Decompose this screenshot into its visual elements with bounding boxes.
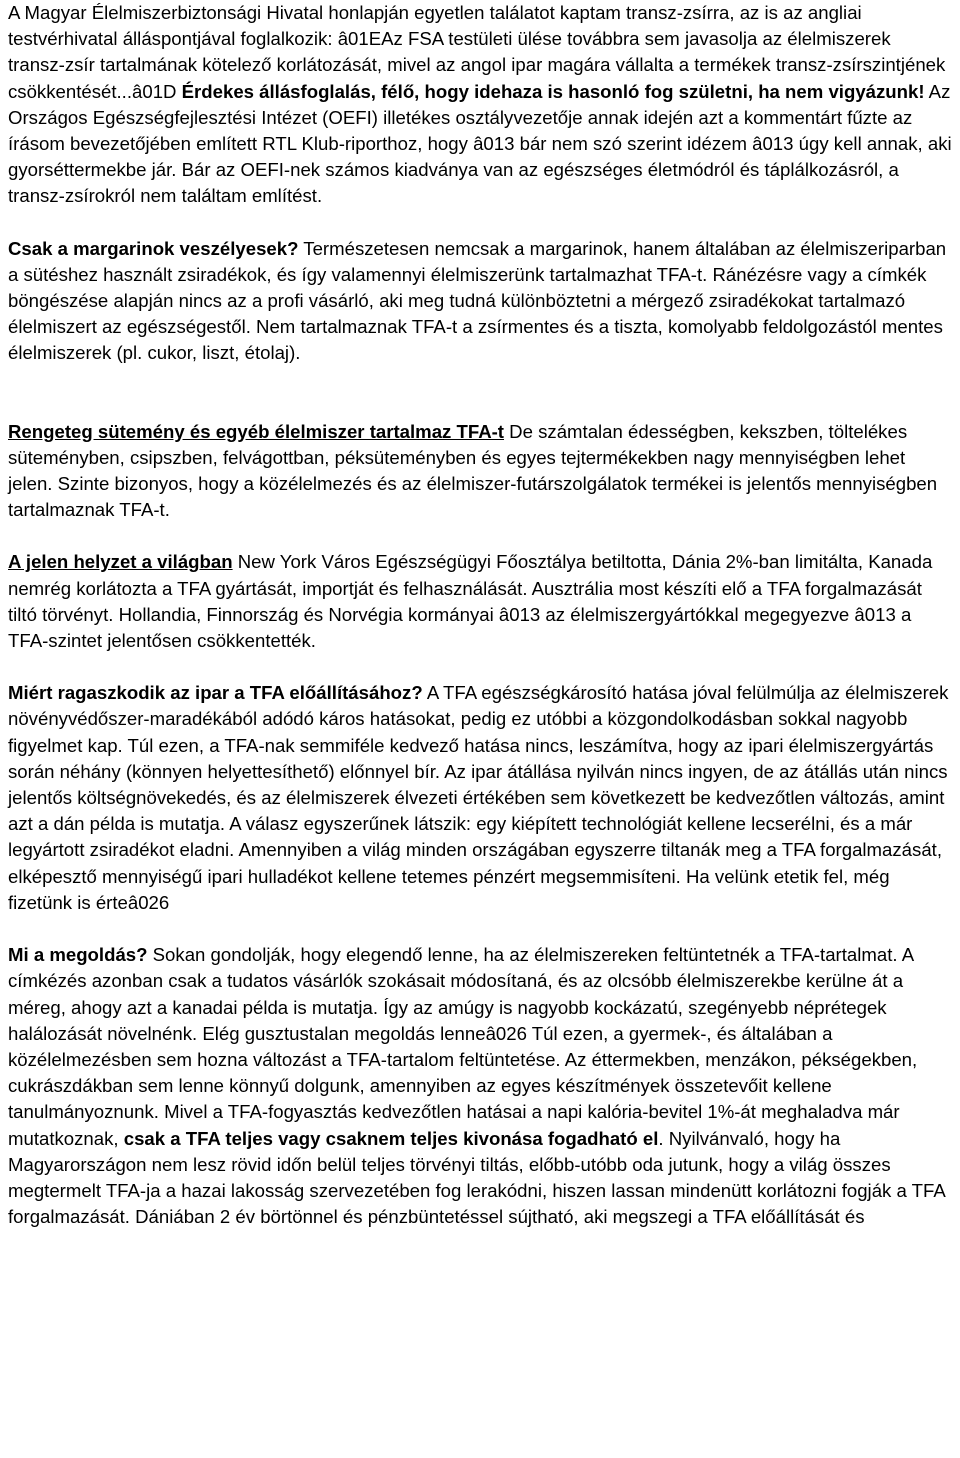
paragraph-solution-bold-text: csak a TFA teljes vagy csaknem teljes kivonása fogadható el [123, 1127, 659, 1149]
paragraph-intro [8, 0, 952, 210]
section-heading-world-situation: A jelen helyzet a világban [8, 551, 233, 573]
paragraph-pastries [8, 419, 952, 524]
paragraph-world-situation [8, 549, 952, 654]
paragraph-solution-text-continued: . Nyilvánvaló, hogy ha Magyarországon nem lesz rövid időn belül teljes törvényi tiltás, előbb-utóbb oda jutunk, hogy a világ összes megtermelt TFA-ja a hazai lakosság szervezetében fog lerakódni, hiszen lassan mindenütt korlátozni fogják a TFA forgalmazását. Dániában 2 év börtönnel és pénzbüntetéssel sújtható, aki megszegi a TFA előállítását és [8, 1127, 945, 1228]
paragraph-industry-text: A TFA egészségkárosító hatása jóval felülmúlja az élelmiszerek növényvédőszer-maradékából adódó káros hatásokat, pedig ez utóbbi a közgondolkodásban sokkal nagyobb figyelmet kap. Túl ezen, a TFA-nak semmiféle kedvező hatása nincs, leszámítva, hogy az ipari élelmiszergyártás során néhány (könnyen helyettesíthető) előnnyel bír. Az ipar átállása nyilván nincs ingyen, de az átállás után nincs jelentős költségnövekedés, és az élelmiszerek élvezeti értékében sem következett be kedvezőtlen változás, amint azt a dán példa is mutatja. A válasz egyszerűnek látszik: egy kiépített technológiát kellene lecserélni, és a már legyártott zsiradékot eladni. Amennyiben a világ minden országában egyszerre tiltanák meg a TFA forgalmazását, elképesztő mennyiségű ipari hulladékot kellene tetemes pénzért megsemmisíteni. Ha velünk etetik fel, még fizetünk is érteâ026 [8, 682, 949, 913]
intro-bold-text: Érdekes állásfoglalás, félő, hogy idehaza is hasonló fog születni, ha nem vigyázunk! [181, 80, 925, 102]
section-heading-margarine: Csak a margarinok veszélyesek? [8, 237, 299, 259]
intro-text-continued: Az Országos Egészségfejlesztési Intézet (OEFI) illetékes osztályvezetője annak idején azt a kommentárt fűzte az írásom bevezetőjében említett RTL Klub-riporthoz, hogy â013 bár nem szó szerint idézem â013 úgy kell annak, aki gyorséttermekbe jár. Bár az OEFI-nek számos kiadványa van az egészséges életmódról és táplálkozásról, a transz-zsírokról nem találtam említést. [8, 80, 952, 207]
paragraph-margarine [8, 236, 952, 367]
paragraph-margarine-text: Természetesen nemcsak a margarinok, hanem általában az élelmiszeriparban a sütéshez használt zsiradékok, és így valamennyi élelmiszerünk tartalmazhat TFA-t. Ránézésre vagy a címkék böngészése alapján nincs az a profi vásárló, aki meg tudná különböztetni a mérgező zsiradékokat tartalmazó élelmiszert az egészségestől. Nem tartalmaznak TFA-t a zsírmentes és a tiszta, komolyabb feldolgozástól mentes élelmiszerek (pl. cukor, liszt, étolaj). [8, 237, 947, 364]
intro-text: A Magyar Élelmiszerbiztonsági Hivatal honlapján egyetlen találatot kaptam transz-zsírra, az is az angliai testvérhivatal álláspontjával foglalkozik: â01EAz FSA testületi ülése továbbra sem javasolja az élelmiszerek transz-zsír tartalmának kötelező korlátozását, mivel az angol ipar magára vállalta a termékek transz-zsírszintjének csökkentését...â01D [8, 2, 946, 102]
paragraph-industry [8, 680, 952, 916]
section-heading-industry: Miért ragaszkodik az ipar a TFA előállításához? [8, 682, 423, 704]
paragraph-pastries-text: De számtalan édességben, kekszben, töltelékes süteményben, csipszben, felvágottban, péksüteményben és egyes tejtermékekben nagy mennyiségben lehet jelen. Szinte bizonyos, hogy a közélelmezés és az élelmiszer-futárszolgálatok termékei is jelentős mennyiségben tartalmaznak TFA-t. [8, 420, 938, 521]
paragraph-solution [8, 942, 952, 1230]
paragraph-solution-text: Sokan gondolják, hogy elegendő lenne, ha az élelmiszereken feltüntetnék a TFA-tartalmat. A címkézés azonban csak a tudatos vásárlók szokásait módosítaná, és az olcsóbb élelmiszerekbe kerülne át a méreg, ahogy azt a kanadai példa is mutatja. Így az amúgy is nagyobb kockázatú, szegényebb néprétegek halálozását növelnénk. Elég gusztustalan megoldás lenneâ026 Túl ezen, a gyermek-, és általában a közélelmezésben sem hozna változást a TFA-tartalom feltüntetése. Az éttermekben, menzákon, pékségekben, cukrászdákban sem lenne könnyű dolgunk, amennyiben az egyes készítmények összetevőit kellene tanulmányoznunk. Mivel a TFA-fogyasztás kedvezőtlen hatásai a napi kalória-bevitel 1%-át meghaladva már mutatkoznak, [8, 944, 918, 1149]
section-heading-solution: Mi a megoldás? [8, 944, 148, 966]
section-heading-pastries: Rengeteg sütemény és egyéb élelmiszer tartalmaz TFA-t [8, 420, 505, 442]
paragraph-world-situation-text: New York Város Egészségügyi Főosztálya betiltotta, Dánia 2%-ban limitálta, Kanada nemrég korlátozta a TFA gyártását, importját és felhasználását. Ausztrália most készíti elő a TFA forgalmazását tiltó törvényt. Hollandia, Finnország és Norvégia kormányai â013 az élelmiszergyártókkal megegyezve â013 a TFA-szintet jelentősen csökkentették. [8, 551, 933, 652]
